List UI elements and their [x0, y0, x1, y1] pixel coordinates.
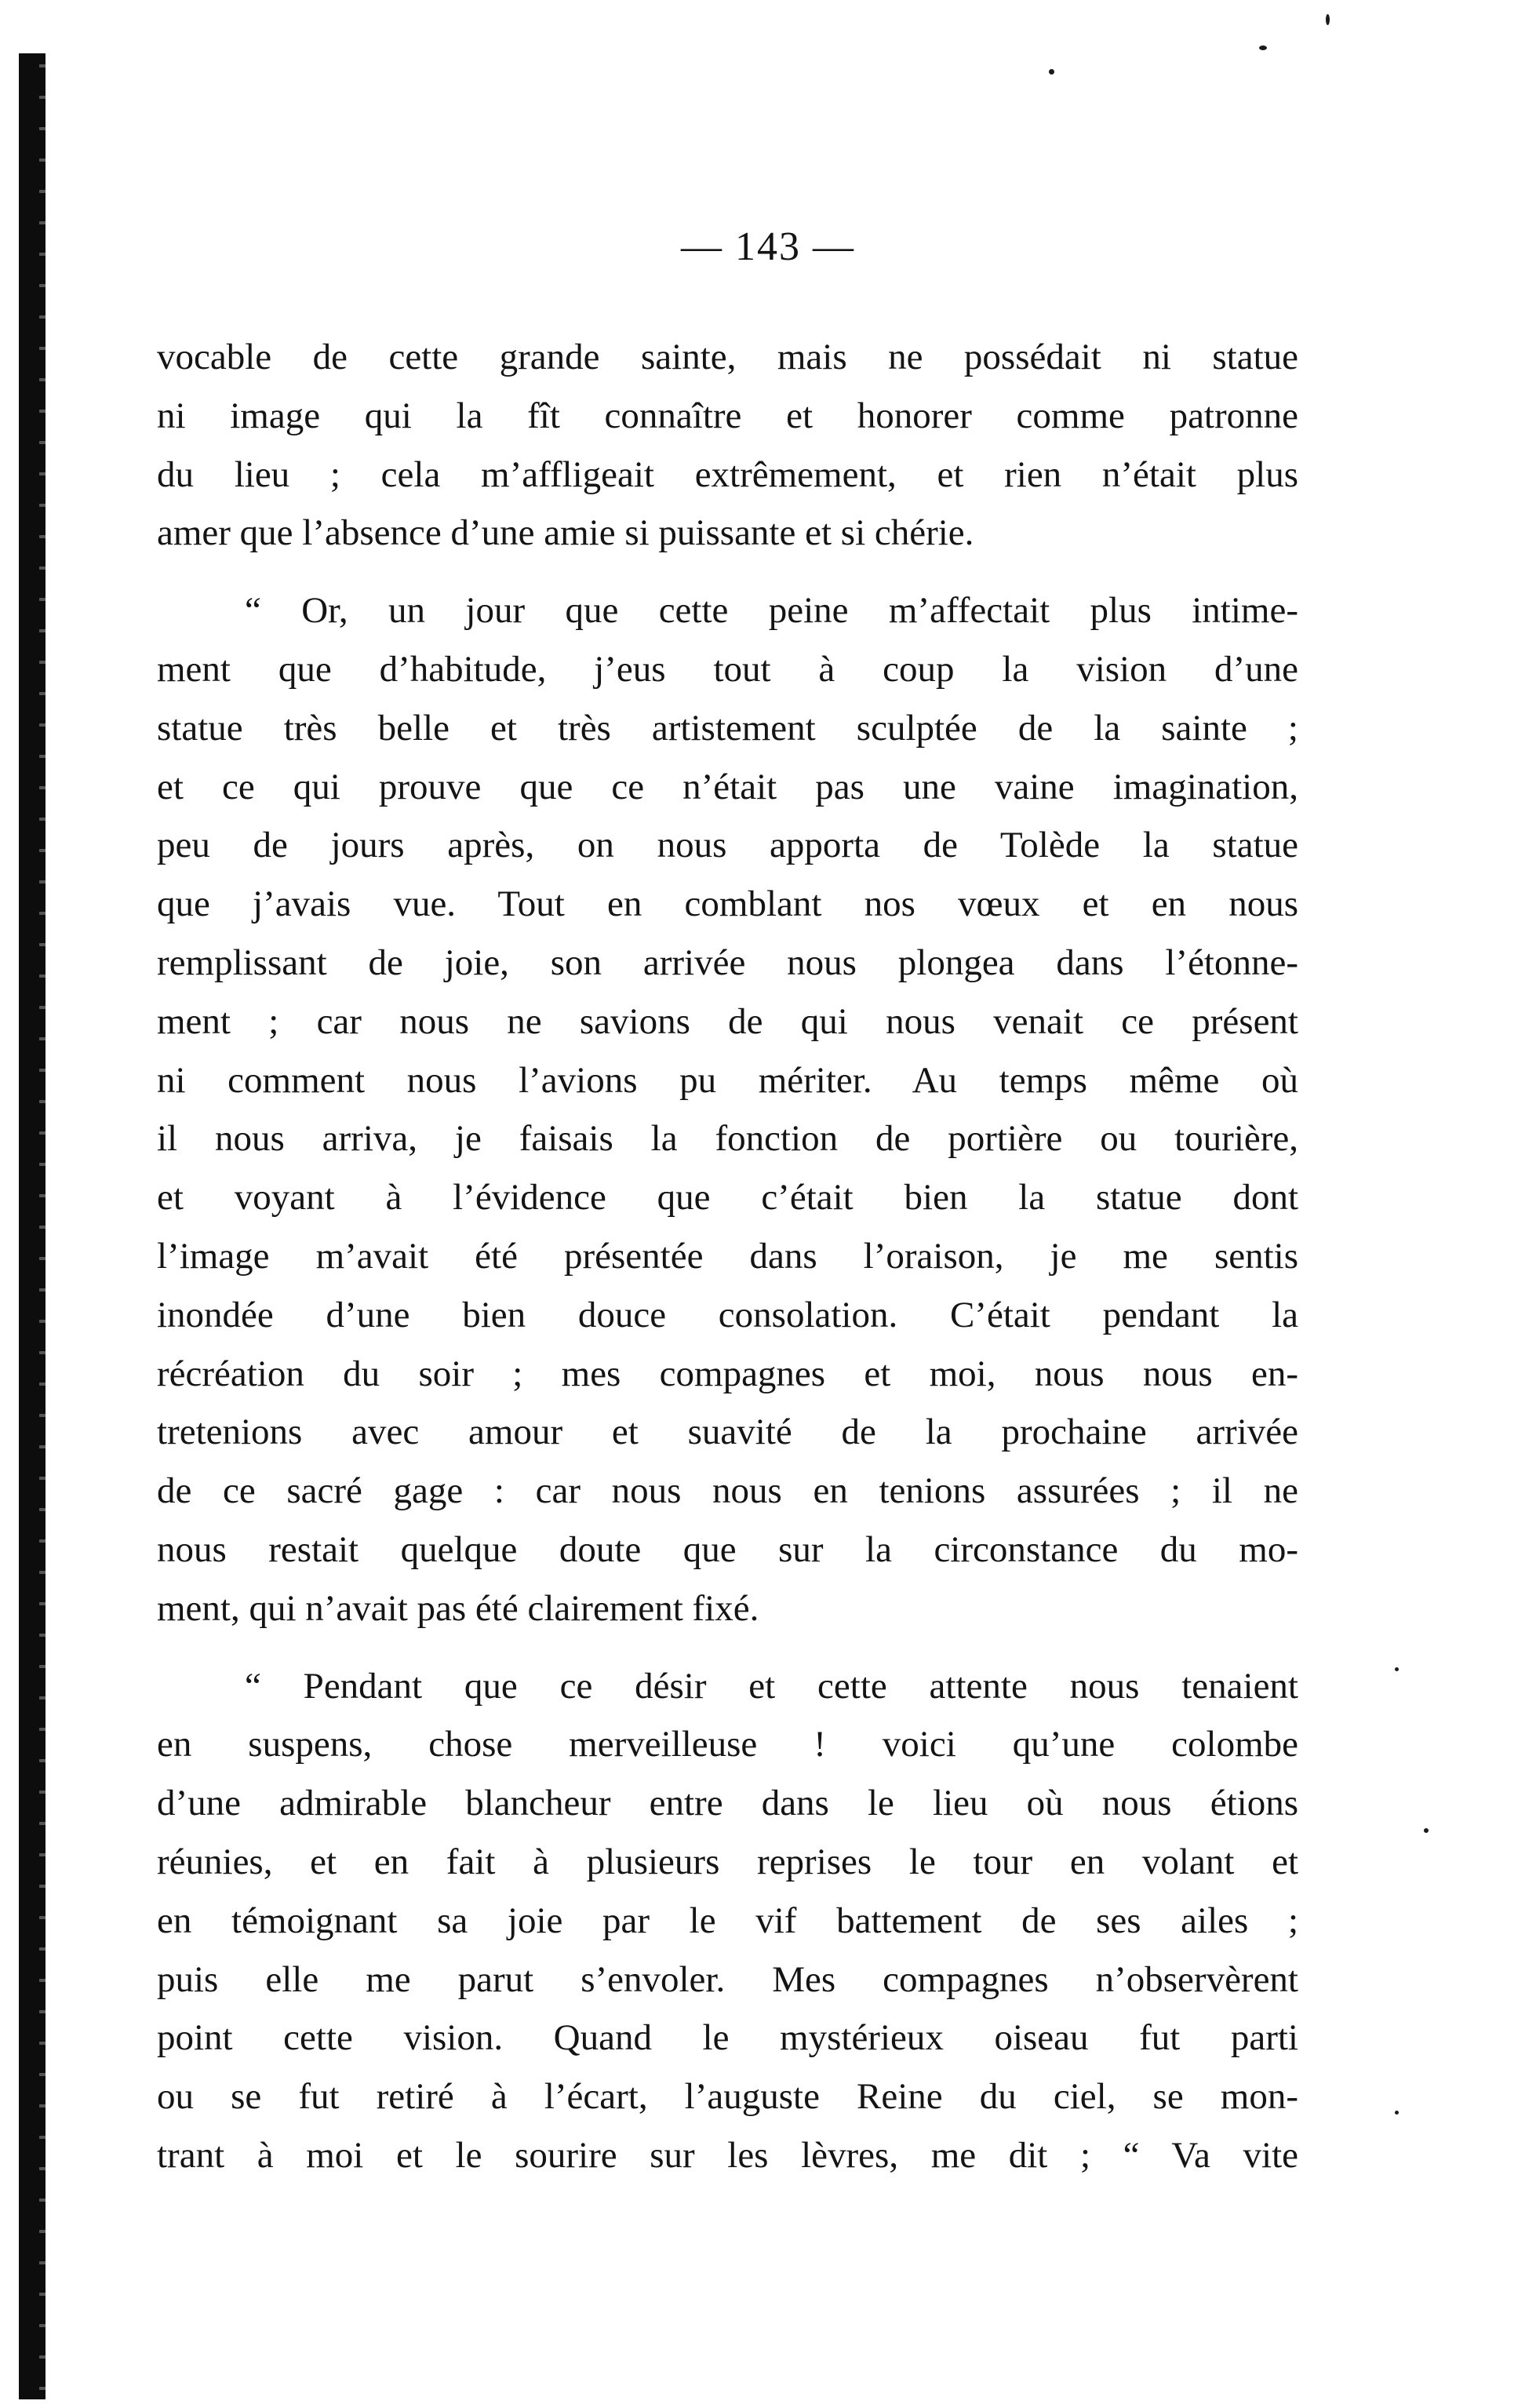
- text-line: ment ; car nous ne savions de qui nous venait ce présent: [157, 1000, 1298, 1042]
- text-line: peu de jours après, on nous apporta de Tolède la statue: [157, 825, 1298, 866]
- text-line: amer que l’absence d’une amie si puissante et si chérie.: [157, 512, 974, 554]
- scan-speck: [1395, 2111, 1399, 2115]
- text-line: ment que d’habitude, j’eus tout à coup la vision d’une: [157, 648, 1298, 690]
- scan-speck: [1259, 46, 1267, 50]
- text-line: inondée d’une bien douce consolation. C’était pendant la: [157, 1294, 1298, 1335]
- paragraph: [157, 328, 1298, 563]
- text-line: ni image qui la fît connaître et honorer comme patronne: [157, 395, 1298, 436]
- text-line: et ce qui prouve que ce n’était pas une vaine imagination,: [157, 766, 1298, 807]
- text-line: “ Or, un jour que cette peine m’affectait plus intime-: [245, 590, 1298, 632]
- text-line: nous restait quelque doute que sur la circonstance du mo-: [157, 1528, 1298, 1570]
- text-line: il nous arriva, je faisais la fonction de portière ou tourière,: [157, 1118, 1298, 1160]
- scan-speck: [1326, 14, 1330, 25]
- text-line: en témoignant sa joie par le vif battement de ses ailes ;: [157, 1900, 1298, 1941]
- text-line: remplissant de joie, son arrivée nous plongea dans l’étonne-: [157, 942, 1298, 983]
- text-line: que j’avais vue. Tout en comblant nos vœux et en nous: [157, 883, 1298, 925]
- text-line: du lieu ; cela m’affligeait extrêmement, et rien n’était plus: [157, 454, 1298, 495]
- text-line: trant à moi et le sourire sur les lèvres, me dit ; “ Va vite: [157, 2134, 1298, 2176]
- text-line: en suspens, chose merveilleuse ! voici qu’une colombe: [157, 1724, 1298, 1765]
- text-line: ou se fut retiré à l’écart, l’auguste Reine du ciel, se mon-: [157, 2076, 1298, 2118]
- text-line: réunies, et en fait à plusieurs reprises le tour en volant et: [157, 1841, 1298, 1882]
- text-line: ni comment nous l’avions pu mériter. Au temps même où: [157, 1059, 1298, 1101]
- text-line: de ce sacré gage : car nous nous en tenions assurées ; il ne: [157, 1470, 1298, 1512]
- text-line: ment, qui n’avait pas été clairement fixé.: [157, 1587, 759, 1629]
- text-line: point cette vision. Quand le mystérieux oiseau fut parti: [157, 2017, 1298, 2059]
- paragraph: [157, 581, 1298, 1638]
- scan-speck: [1424, 1828, 1429, 1833]
- text-line: et voyant à l’évidence que c’était bien la statue dont: [157, 1177, 1298, 1219]
- text-line: tretenions avec amour et suavité de la prochaine arrivée: [157, 1412, 1298, 1453]
- text-line: statue très belle et très artistement sculptée de la sainte ;: [157, 707, 1298, 749]
- text-line: puis elle me parut s’envoler. Mes compagnes n’observèrent: [157, 1958, 1298, 2000]
- scan-speck: [1049, 69, 1054, 75]
- text-line: vocable de cette grande sainte, mais ne possédait ni statue: [157, 337, 1298, 377]
- page-number: — 143 —: [681, 224, 855, 269]
- body-text: [157, 328, 1298, 2185]
- text-line: “ Pendant que ce désir et cette attente nous tenaient: [245, 1665, 1298, 1707]
- paragraph: [157, 1657, 1298, 2185]
- scan-speck: [1395, 1667, 1399, 1671]
- text-line: l’image m’avait été présentée dans l’oraison, je me sentis: [157, 1235, 1298, 1277]
- text-line: récréation du soir ; mes compagnes et moi, nous nous en-: [157, 1353, 1298, 1394]
- scan-binding-edge: [19, 53, 42, 2399]
- text-line: d’une admirable blancheur entre dans le lieu où nous étions: [157, 1783, 1298, 1824]
